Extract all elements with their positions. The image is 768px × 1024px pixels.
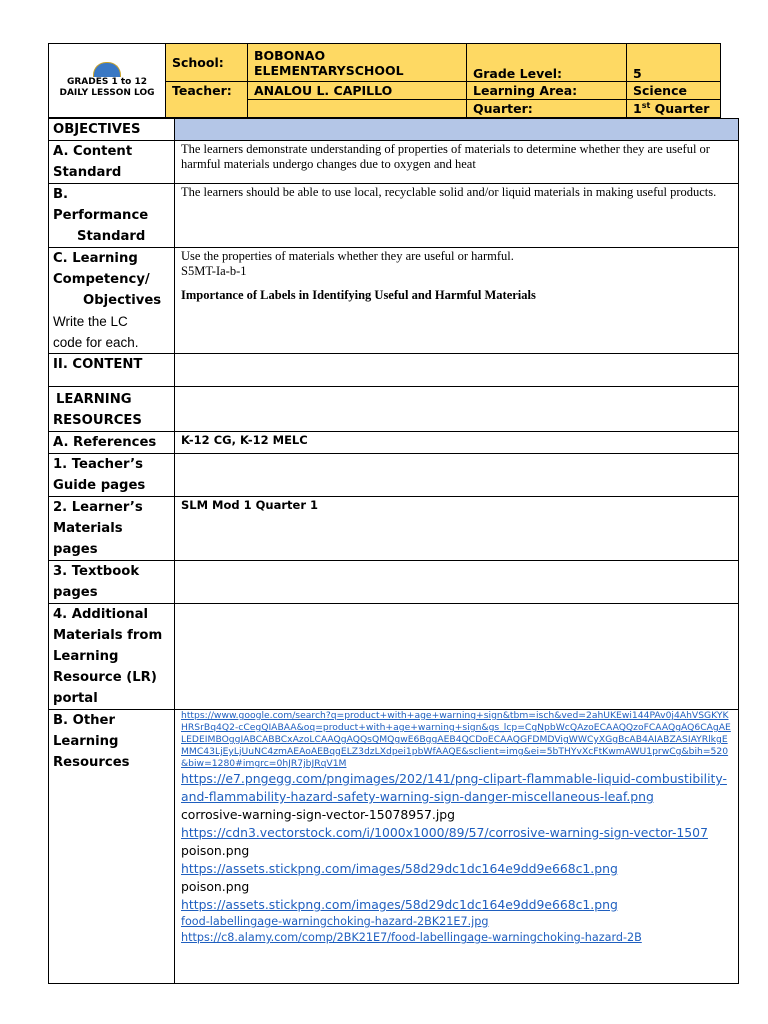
logo-cell bbox=[49, 44, 166, 118]
deped-seal-icon bbox=[93, 62, 121, 77]
textbook-label: 3. Textbook pages bbox=[49, 561, 175, 604]
corrosive-link[interactable]: https://cdn3.vectorstock.com/i/1000x1000/89/57/corrosive-warning-sign-vector-1507 bbox=[181, 825, 708, 840]
header-table bbox=[48, 43, 721, 118]
performance-standard-label: B. Performance Standard bbox=[49, 184, 175, 248]
objectives-label: OBJECTIVES bbox=[49, 119, 175, 141]
competency-title: Importance of Labels in Identifying Useful and Harmful Materials bbox=[181, 288, 536, 302]
quarter-label: Quarter: bbox=[467, 100, 627, 118]
poison-link-2[interactable]: https://assets.stickpng.com/images/58d29dc1dc164e9dd9e668c1.png bbox=[181, 897, 618, 912]
textbook-value bbox=[175, 561, 739, 604]
pngegg-link[interactable]: https://e7.pngegg.com/pngimages/202/141/png-clipart-flammable-liquid-combustibility-and-flammability-hazard-safety-warning-sign-danger-miscellaneous-leaf.png bbox=[181, 771, 727, 804]
quarter-value: 1st Quarter bbox=[627, 100, 721, 118]
grades-title: GRADES 1 to 12 bbox=[66, 77, 148, 87]
food-file-link[interactable]: food-labellingage-warningchoking-hazard-2BK21E7.jpg bbox=[181, 915, 489, 928]
log-title: DAILY LESSON LOG bbox=[59, 88, 155, 98]
learning-resources-label: LEARNING RESOURCES bbox=[49, 387, 175, 432]
content-value bbox=[175, 354, 739, 387]
competency-code: S5MT-Ia-b-1 bbox=[181, 264, 247, 278]
google-search-link[interactable]: https://www.google.com/search?q=product+with+age+warning+sign&tbm=isch&ved=2ahUKEwi144PAv0j4AhVSGKYKHRSrBq4Q2-cCegQIABAA&oq=product+with+age+warning+sign&gs_lcp=CgNpbWcQAzoECAAQQzoFCAAQgAQ6CAgAELEDEIMBOggIABCABBCxAzoLCAAQgAQQsQMQgwE6BggAEB4QCDoECAAQGFDMDVigWWCyXGgBcAB4AIABZASIAYRlkgEMMC43LjEyLjUuNC4zmAEAoAEBqgELZ3dzLXdpei1pbWfAAQE&sclient=img&ei=5bTHYvXcFtKwmAWU1prwCg&bih=520&biw=1280#imgrc=0hJR7jbJRqV1M bbox=[181, 710, 731, 769]
content-standard-label: A. Content Standard bbox=[49, 141, 175, 184]
school-value: BOBONAO ELEMENTARYSCHOOL bbox=[248, 44, 467, 82]
lesson-log-table bbox=[48, 118, 739, 984]
teacher-label: Teacher: bbox=[166, 82, 248, 118]
references-label: A. References bbox=[49, 432, 175, 454]
learning-competency-label: C. Learning Competency/ Objectives Write the LC code for each. bbox=[49, 248, 175, 354]
teachers-guide-label: 1. Teacher’s Guide pages bbox=[49, 454, 175, 497]
grade-level-value: 5 bbox=[627, 44, 721, 82]
content-standard-text: The learners demonstrate understanding of properties of materials to determine whether they are useful or harmful materials undergo changes due to oxygen and heat bbox=[175, 141, 739, 184]
other-resources-label: B. Other Learning Resources bbox=[49, 710, 175, 984]
poison-file-name-2: poison.png bbox=[181, 879, 250, 894]
poison-link-1[interactable]: https://assets.stickpng.com/images/58d29dc1dc164e9dd9e668c1.png bbox=[181, 861, 618, 876]
learning-resources-value bbox=[175, 387, 739, 432]
teacher-value: ANALOU L. CAPILLO bbox=[248, 82, 467, 100]
learners-materials-label: 2. Learner’s Materials pages bbox=[49, 497, 175, 561]
teacher-value-blank bbox=[248, 100, 467, 118]
other-resources-value bbox=[175, 710, 739, 984]
learners-materials-value: SLM Mod 1 Quarter 1 bbox=[175, 497, 739, 561]
learning-area-value: Science bbox=[627, 82, 721, 100]
teachers-guide-value bbox=[175, 454, 739, 497]
learning-area-label: Learning Area: bbox=[467, 82, 627, 100]
food-alamy-link[interactable]: https://c8.alamy.com/comp/2BK21E7/food-labellingage-warningchoking-hazard-2B bbox=[181, 931, 642, 944]
corrosive-file-name: corrosive-warning-sign-vector-15078957.jpg bbox=[181, 807, 455, 822]
performance-standard-text: The learners should be able to use local, recyclable solid and/or liquid materials in making useful products. bbox=[175, 184, 739, 248]
school-label: School: bbox=[166, 44, 248, 82]
grade-level-label: Grade Level: bbox=[467, 44, 627, 82]
poison-file-name-1: poison.png bbox=[181, 843, 250, 858]
additional-materials-label: 4. Additional Materials from Learning Resource (LR) portal bbox=[49, 604, 175, 710]
content-label: II. CONTENT bbox=[49, 354, 175, 387]
references-value: K-12 CG, K-12 MELC bbox=[175, 432, 739, 454]
additional-materials-value bbox=[175, 604, 739, 710]
objectives-bar bbox=[175, 119, 739, 141]
learning-competency-text: Use the properties of materials whether they are useful or harmful. S5MT-Ia-b-1 Importance of Labels in Identifying Useful and Harmful Materials bbox=[175, 248, 739, 354]
